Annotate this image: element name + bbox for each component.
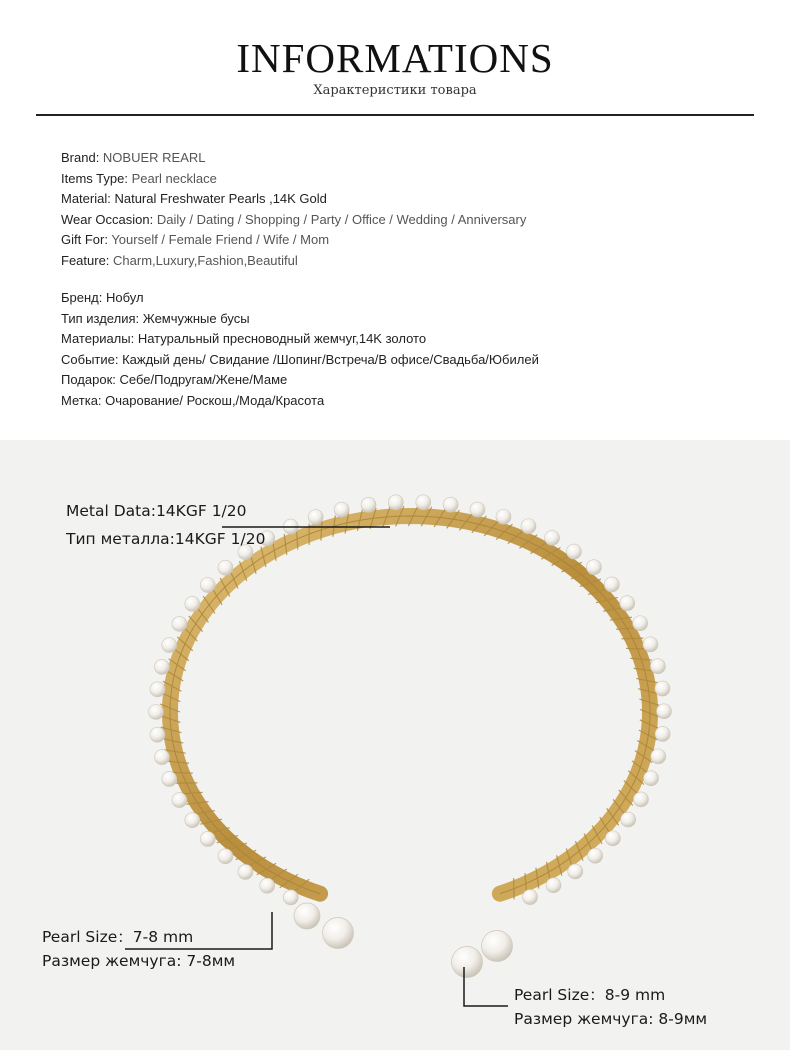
pearl-bead [566, 544, 581, 559]
pearl-bead [388, 495, 403, 510]
spec-label: Подарок: [61, 372, 120, 388]
pearl-size-right-label-ru: Размер жемчуга: 8-9мм [514, 1010, 708, 1028]
pearl-size-left-label: Pearl Size：7-8 mm [42, 928, 194, 946]
end-pearl [294, 903, 320, 929]
spec-row-material [61, 189, 526, 210]
pearl-bead [568, 864, 583, 879]
specs-english [61, 148, 526, 272]
pearl-bead [655, 681, 670, 696]
spec-value: NOBUER REARL [102, 150, 206, 165]
spec-row-items-type [61, 169, 526, 190]
spec-row-wear-occasion [61, 210, 526, 231]
spec-value: Daily / Dating / Shopping / Party / Office / Wedding / Anniversary [156, 211, 527, 227]
metal-data-label-ru: Тип металла:14KGF 1/20 [66, 530, 266, 548]
spec-row-material-ru [61, 329, 539, 350]
spec-label: Feature: [61, 252, 114, 268]
pearl-bead [521, 519, 536, 534]
title-divider [36, 114, 754, 116]
pearl-bead [162, 638, 177, 653]
pearl-bead [545, 530, 560, 545]
pearl-bead [149, 705, 164, 720]
pearl-bead [643, 637, 658, 652]
pearl-bead [238, 864, 253, 879]
spec-row-items-type-ru [61, 309, 539, 330]
specs-russian [61, 288, 539, 412]
pearl-bead [172, 793, 187, 808]
wire-wrap [621, 638, 643, 639]
pearl-bead [308, 510, 323, 525]
spec-value: Очарование/ Роскош,/Мода/Красота [105, 392, 325, 408]
pearl-bead [496, 509, 511, 524]
pearl-bead [416, 495, 431, 510]
pearl-bead [150, 727, 165, 742]
pearl-bead [586, 560, 601, 575]
pearl-bead [218, 849, 233, 864]
spec-value: Pearl necklace [131, 170, 217, 186]
pearl-bead [621, 812, 636, 827]
pearl-bead [200, 831, 215, 846]
pearl-bead [655, 726, 670, 741]
pearl-bead [546, 878, 561, 893]
spec-label: Items Type: [61, 170, 132, 186]
pearl-size-left-label-ru: Размер жемчуга: 7-8мм [42, 952, 236, 970]
pearl-bead [150, 682, 165, 697]
spec-value: Yourself / Female Friend / Wife / Mom [111, 232, 330, 248]
spec-row-occasion-ru [61, 350, 539, 371]
spec-label: Метка: [61, 392, 106, 408]
pearl-bead [172, 616, 187, 631]
pearl-size-right-label: Pearl Size：8-9 mm [514, 986, 666, 1004]
pearl-bead [200, 578, 215, 593]
pearl-bead [650, 659, 665, 674]
spec-label: Wear Occasion: [61, 211, 157, 227]
spec-row-brand [61, 148, 526, 169]
pearl-bead [185, 596, 200, 611]
pearl-bead [154, 750, 169, 765]
page-subtitle: Характеристики товара [313, 83, 477, 98]
spec-label: Brand: [61, 150, 103, 165]
necklace-layer [149, 495, 672, 978]
gold-wire-core [170, 516, 650, 894]
spec-label: Материалы: [61, 331, 138, 347]
pearl-bead [644, 771, 659, 786]
pearl-bead [185, 813, 200, 828]
spec-value: Каждый день/ Свидание /Шопинг/Встреча/В офисе/Свадьба/Юбилей [122, 351, 539, 367]
spec-row-feature [61, 251, 526, 272]
metal-data-label: Metal Data:14KGF 1/20 [66, 502, 247, 520]
spec-label: Gift For: [61, 232, 112, 248]
pearl-bead [523, 890, 538, 905]
spec-value: Жемчужные бусы [142, 310, 250, 326]
spec-value: Нобул [105, 290, 144, 305]
pearl-bead [283, 890, 298, 905]
spec-value: Себе/Подругам/Жене/Маме [119, 372, 288, 388]
spec-label: Material: [61, 191, 115, 207]
spec-row-gift-ru [61, 370, 539, 391]
pearl-bead [656, 704, 671, 719]
pearl-bead [605, 831, 620, 846]
spec-label: Бренд: [61, 290, 106, 305]
pearl-bead [334, 502, 349, 517]
pearl-bead [218, 560, 233, 575]
info-header [0, 0, 790, 440]
pearl-bead [651, 749, 666, 764]
spec-row-feature-ru [61, 391, 539, 412]
pearl-bead [620, 596, 635, 611]
pearl-bead [361, 497, 376, 512]
pearl-bead [162, 771, 177, 786]
end-pearl [452, 947, 483, 978]
pearl-bead [633, 616, 648, 631]
spec-label: Тип изделия: [61, 310, 143, 326]
end-pearl [482, 931, 513, 962]
product-photo [0, 440, 790, 1050]
pearl-bead [588, 848, 603, 863]
spec-value: Charm,Luxury,Fashion,Beautiful [113, 252, 298, 268]
pearl-bead [633, 792, 648, 807]
end-pearl [323, 918, 354, 949]
spec-label: Событие: [61, 351, 123, 367]
page-title: INFORMATIONS [236, 35, 554, 81]
spec-row-gift-for [61, 230, 526, 251]
pearl-bead [260, 878, 275, 893]
spec-value: Natural Freshwater Pearls ,14K Gold [114, 191, 327, 207]
pearl-bead [604, 577, 619, 592]
spec-row-brand-ru [61, 288, 539, 309]
pearl-bead [443, 497, 458, 512]
pearl-bead [470, 502, 485, 517]
spec-value: Натуральный пресноводный жемчуг,14K золото [137, 331, 427, 347]
pearl-bead [154, 659, 169, 674]
